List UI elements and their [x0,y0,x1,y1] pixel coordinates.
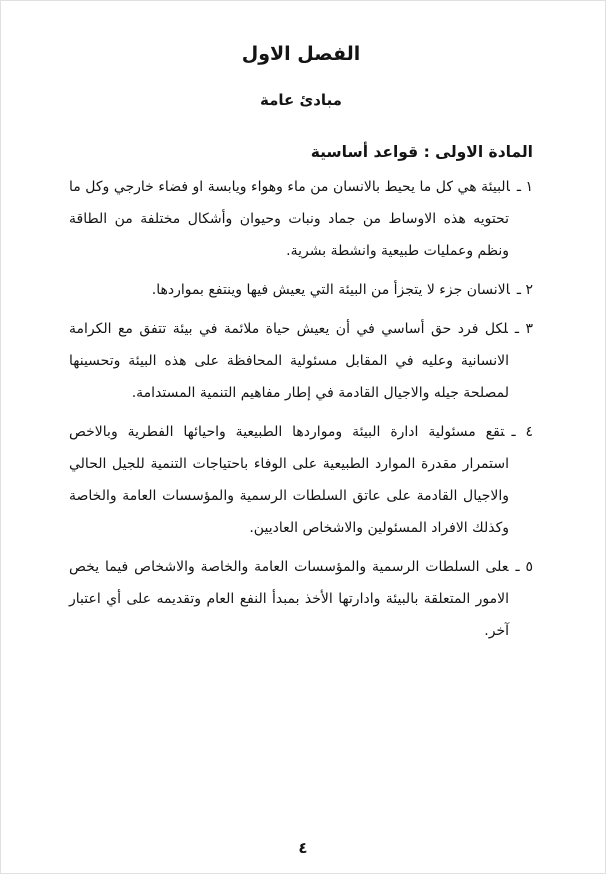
item-text: الانسان جزء لا يتجزأ من البيئة التي يعيش فيها وينتفع بمواردها. [151,282,510,298]
article-item [69,171,533,267]
chapter-subtitle: مبادئ عامة [260,91,342,109]
chapter-title: الفصل الاول [241,43,361,65]
item-text: البيئة هي كل ما يحيط بالانسان من ماء وهواء ويابسة او فضاء خارجي وكل ما تحتويه هذه الاوساط من جماد ونبات وحيوان وأشكال مختلفة من الطاقة ونظم وعمليات طبيعية وانشطة بشرية. [69,179,510,259]
item-number: ٤ ـ [511,424,533,440]
page-number: ٤ [298,839,308,857]
article-item [69,313,533,409]
article-item [69,551,533,647]
item-number: ٣ ـ [514,321,533,337]
item-number: ٥ ـ [515,559,533,575]
item-text: على السلطات الرسمية والمؤسسات العامة والخاصة والاشخاص فيما يخص الامور المتعلقة بالبيئة وادارتها الأخذ بمبدأ النفع العام وتقديمه على أي اعتبار آخر. [69,559,509,639]
article-heading: المادة الاولى : قواعد أساسية [310,143,533,161]
article-item [69,416,533,544]
item-number: ٢ ـ [516,282,533,298]
article-item [69,274,533,306]
item-number: ١ ـ [516,179,533,195]
item-text: تقع مسئولية ادارة البيئة ومواردها الطبيعية واحيائها الفطرية وبالاخص استمرار مقدرة الموارد الطبيعية على الوفاء باحتياجات التنمية للجيل الحالي والاجيال القادمة على عاتق السلطات الرسمية والمؤسسات العامة والخاصة وكذلك الافراد المسئولين والاشخاص العاديين. [69,424,509,536]
article-items [69,171,533,647]
item-text: لكل فرد حق أساسي في أن يعيش حياة ملائمة في بيئة تتفق مع الكرامة الانسانية وعليه في المقابل مسئولية المحافظة على هذه البيئة وتحسينها لمصلحة جيله والاجيال القادمة في إطار مفاهيم التنمية المستدامة. [69,321,509,401]
